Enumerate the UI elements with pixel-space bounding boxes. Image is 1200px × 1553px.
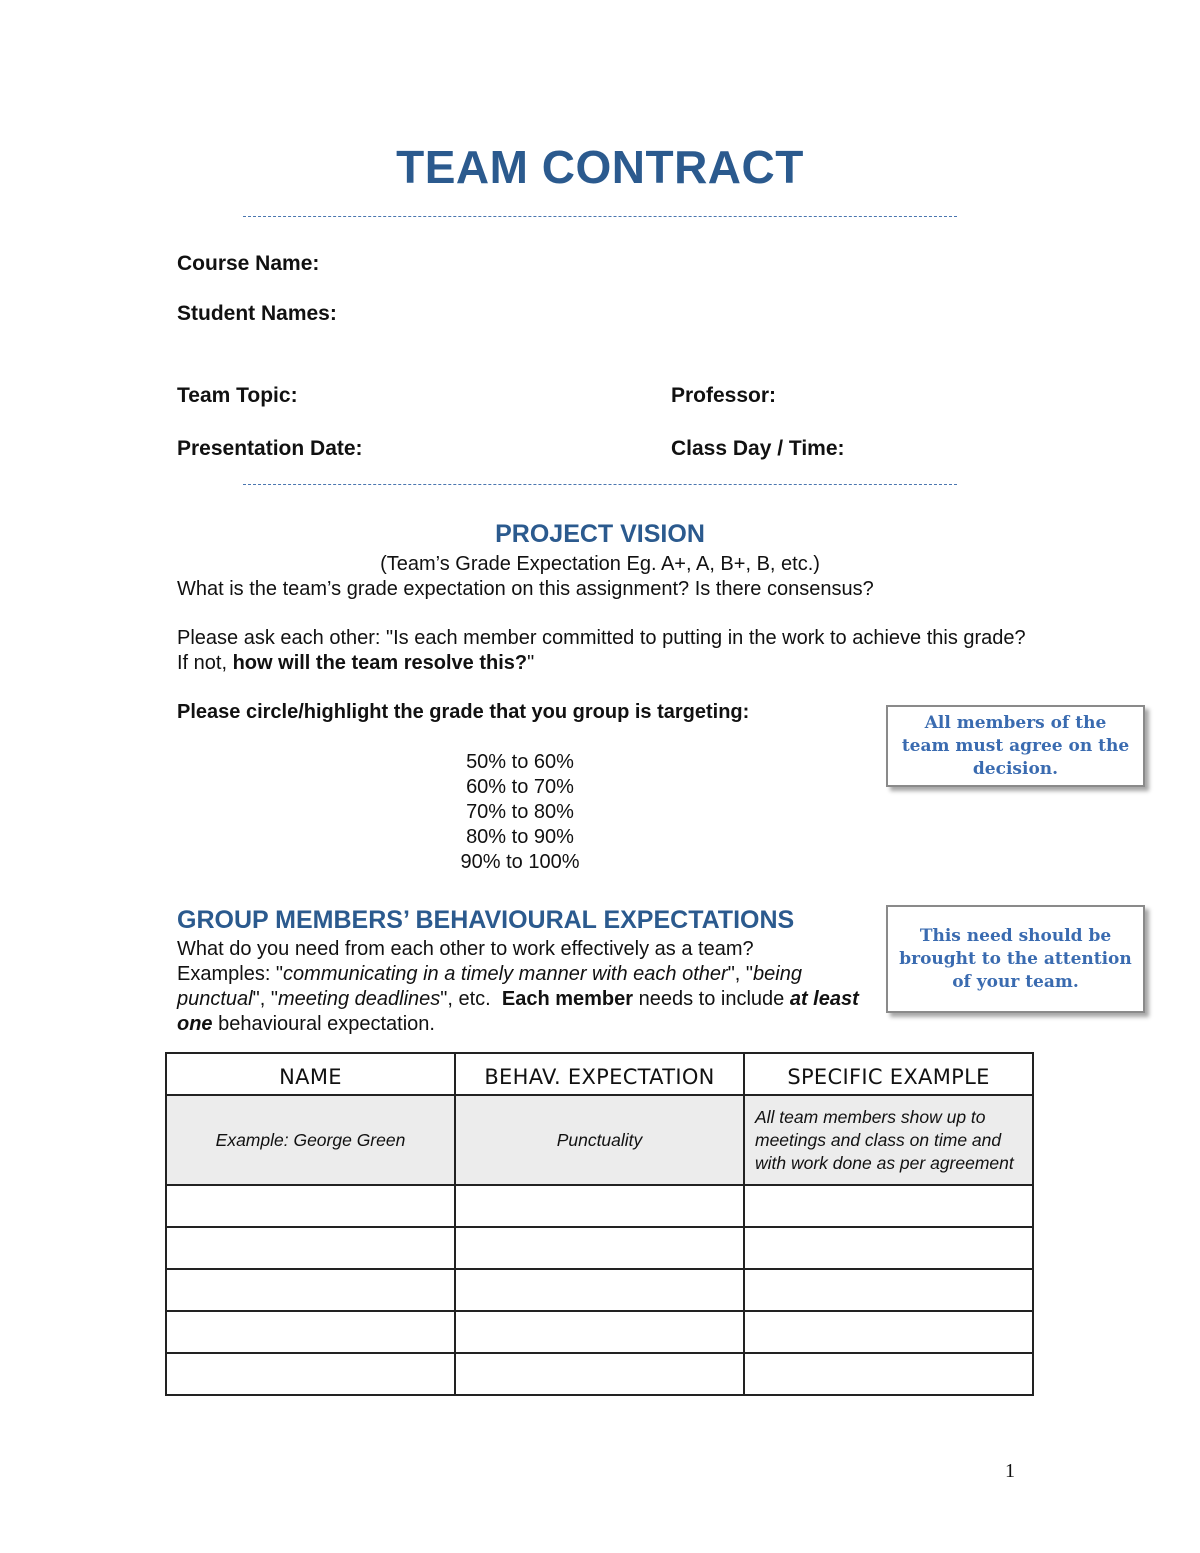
name-cell[interactable] (166, 1185, 455, 1227)
column-header-name: NAME (166, 1053, 455, 1095)
expectation-cell[interactable] (455, 1353, 744, 1395)
example-cell[interactable] (744, 1227, 1033, 1269)
example-specific-cell: All team members show up to meetings and class on time and with work done as per agreement (744, 1095, 1033, 1185)
vision-ask-bold: how will the team resolve this? (232, 652, 528, 674)
grade-option[interactable]: 80% to 90% (466, 826, 574, 848)
needs-text: needs to include (638, 988, 785, 1010)
vision-question: What is the team’s grade expectation on this assignment? Is there consensus? (177, 578, 874, 600)
vision-ask-close: " (527, 652, 535, 674)
table-row (166, 1227, 1033, 1269)
column-header-expectation: BEHAV. EXPECTATION (455, 1053, 744, 1095)
class-day-time-label: Class Day / Time: (671, 437, 845, 460)
name-cell[interactable] (166, 1311, 455, 1353)
at-least-one: at least one (177, 988, 859, 1035)
ex-prefix: Examples: " (177, 963, 284, 985)
grade-options (400, 750, 640, 875)
divider-top (243, 216, 957, 217)
example-expectation-cell: Punctuality (455, 1095, 744, 1185)
behaviour-description (177, 937, 877, 1037)
table-row (166, 1269, 1033, 1311)
page-number: 1 (1005, 1460, 1015, 1482)
project-vision-heading: PROJECT VISION (495, 520, 705, 548)
name-cell[interactable] (166, 1353, 455, 1395)
page-title: TEAM CONTRACT (396, 141, 804, 193)
example-cell[interactable] (744, 1185, 1033, 1227)
divider-bottom (243, 484, 957, 485)
team-topic-label: Team Topic: (177, 384, 298, 407)
example-3: meeting deadlines (277, 988, 441, 1010)
agreement-note: All members of the team must agree on the decision. (886, 705, 1145, 787)
grade-option[interactable]: 50% to 60% (466, 751, 574, 773)
student-names-label: Student Names: (177, 302, 337, 325)
expectation-cell[interactable] (455, 1185, 744, 1227)
behaviour-tail: behavioural expectation. (218, 1013, 435, 1035)
table-row (166, 1353, 1033, 1395)
professor-label: Professor: (671, 384, 777, 407)
grade-option[interactable]: 90% to 100% (460, 851, 580, 873)
grade-option[interactable]: 70% to 80% (466, 801, 574, 823)
grade-option[interactable]: 60% to 70% (466, 776, 574, 798)
column-header-example: SPECIFIC EXAMPLE (744, 1053, 1033, 1095)
table-row-example (166, 1095, 1033, 1185)
table-row (166, 1185, 1033, 1227)
presentation-date-label: Presentation Date: (177, 437, 363, 460)
table-row (166, 1311, 1033, 1353)
expectation-cell[interactable] (455, 1269, 744, 1311)
vision-ask-paragraph (177, 626, 1037, 676)
vision-subtitle: (Team’s Grade Expectation Eg. A+, A, B+, B, etc.) (380, 553, 820, 575)
name-cell[interactable] (166, 1227, 455, 1269)
expectations-table (165, 1052, 1034, 1396)
ex-suffix: ", etc. (440, 988, 491, 1010)
table-header-row (166, 1053, 1033, 1095)
ex-sep2: ", " (252, 988, 278, 1010)
each-member: Each member (501, 988, 634, 1010)
course-name-label: Course Name: (177, 252, 320, 275)
name-cell[interactable] (166, 1269, 455, 1311)
example-cell[interactable] (744, 1269, 1033, 1311)
behaviour-line1: What do you need from each other to work effectively as a team? (177, 938, 754, 960)
expectation-cell[interactable] (455, 1227, 744, 1269)
behavioural-expectations-heading: GROUP MEMBERS’ BEHAVIOURAL EXPECTATIONS (177, 906, 795, 934)
example-cell[interactable] (744, 1311, 1033, 1353)
example-name-cell: Example: George Green (166, 1095, 455, 1185)
vision-ask-text: Please ask each other: "Is each member committed to putting in the work to achieve this grade? If not, (177, 627, 1026, 674)
example-cell[interactable] (744, 1353, 1033, 1395)
expectation-cell[interactable] (455, 1311, 744, 1353)
example-1: communicating in a timely manner with each other (283, 963, 728, 985)
attention-note: This need should be brought to the attention of your team. (886, 905, 1145, 1013)
ex-sep1: ", " (727, 963, 753, 985)
circle-grade-prompt: Please circle/highlight the grade that you group is targeting: (177, 701, 750, 723)
example-2: being punctual (177, 963, 802, 1010)
